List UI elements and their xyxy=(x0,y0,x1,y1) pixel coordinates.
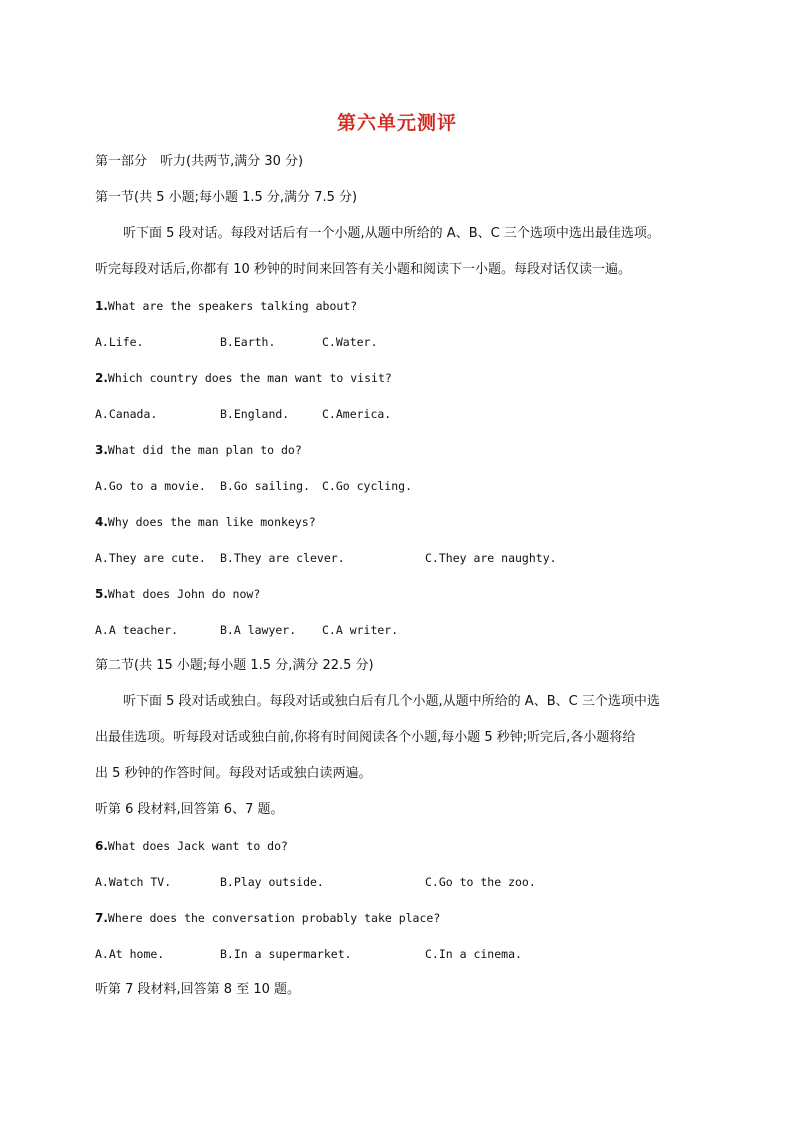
question-4-options xyxy=(95,549,695,567)
section2-instruction-line-1: 听下面 5 段对话或独白。每段对话或独白后有几个小题,从题中所给的 A、B、C 三个选项中选 xyxy=(123,694,660,709)
question-number: 5. xyxy=(95,587,108,601)
option-a: A.At home. xyxy=(95,947,165,961)
question-text: Where does the conversation probably take place? xyxy=(107,911,441,925)
option-b: B.A lawyer. xyxy=(220,623,297,637)
option-a: A.Go to a movie. xyxy=(95,479,206,493)
question-number: 2. xyxy=(95,371,108,385)
option-a: A.Life. xyxy=(95,335,144,349)
question-number: 7. xyxy=(95,911,108,925)
material-6-header: 听第 6 段材料,回答第 6、7 题。 xyxy=(95,802,284,817)
section2-header: 第二节(共 15 小题;每小题 1.5 分,满分 22.5 分) xyxy=(95,658,374,673)
question-7-options xyxy=(95,945,695,963)
option-b: B.England. xyxy=(220,407,290,421)
question-3 xyxy=(95,441,302,459)
question-2 xyxy=(95,369,392,387)
question-number: 4. xyxy=(95,515,108,529)
option-a: A.Watch TV. xyxy=(95,875,172,889)
question-3-options xyxy=(95,477,695,495)
option-c: C.They are naughty. xyxy=(425,551,557,565)
option-a: A.A teacher. xyxy=(95,623,179,637)
question-number: 6. xyxy=(95,839,108,853)
option-c: C.A writer. xyxy=(322,623,399,637)
question-number: 1. xyxy=(95,299,108,313)
section1-header: 第一节(共 5 小题;每小题 1.5 分,满分 7.5 分) xyxy=(95,190,358,205)
question-7 xyxy=(95,909,440,927)
option-c: C.In a cinema. xyxy=(425,947,522,961)
question-2-options xyxy=(95,405,695,423)
question-6 xyxy=(95,837,288,855)
option-c: C.Water. xyxy=(322,335,378,349)
question-text: Why does the man like monkeys? xyxy=(107,515,316,529)
question-6-options xyxy=(95,873,695,891)
question-4 xyxy=(95,513,316,531)
option-b: B.Go sailing. xyxy=(220,479,311,493)
option-c: C.Go to the zoo. xyxy=(425,875,536,889)
section2-instruction-line-3: 出 5 秒钟的作答时间。每段对话或独白读两遍。 xyxy=(95,766,372,781)
option-b: B.Play outside. xyxy=(220,875,324,889)
option-a: A.They are cute. xyxy=(95,551,206,565)
question-1 xyxy=(95,297,357,315)
option-c: C.America. xyxy=(322,407,392,421)
part1-header: 第一部分 听力(共两节,满分 30 分) xyxy=(95,154,304,169)
question-1-options xyxy=(95,333,695,351)
page-title: 第六单元测评 xyxy=(336,112,457,134)
material-7-header: 听第 7 段材料,回答第 8 至 10 题。 xyxy=(95,982,301,997)
question-text: Which country does the man want to visit? xyxy=(107,371,392,385)
option-b: B.In a supermarket. xyxy=(220,947,352,961)
option-b: B.Earth. xyxy=(220,335,276,349)
option-a: A.Canada. xyxy=(95,407,158,421)
section1-instruction-line-2: 听完每段对话后,你都有 10 秒钟的时间来回答有关小题和阅读下一小题。每段对话仅读一遍。 xyxy=(95,262,631,277)
question-text: What does John do now? xyxy=(107,587,261,601)
question-number: 3. xyxy=(95,443,108,457)
question-text: What are the speakers talking about? xyxy=(107,299,358,313)
section1-instruction-line-1: 听下面 5 段对话。每段对话后有一个小题,从题中所给的 A、B、C 三个选项中选出最佳选项。 xyxy=(123,226,660,241)
option-b: B.They are clever. xyxy=(220,551,345,565)
question-5 xyxy=(95,585,260,603)
question-text: What did the man plan to do? xyxy=(107,443,302,457)
question-text: What does Jack want to do? xyxy=(107,839,288,853)
section2-instruction-line-2: 出最佳选项。听每段对话或独白前,你将有时间阅读各个小题,每小题 5 秒钟;听完后,各小题将给 xyxy=(95,730,636,745)
question-5-options xyxy=(95,621,695,639)
option-c: C.Go cycling. xyxy=(322,479,413,493)
